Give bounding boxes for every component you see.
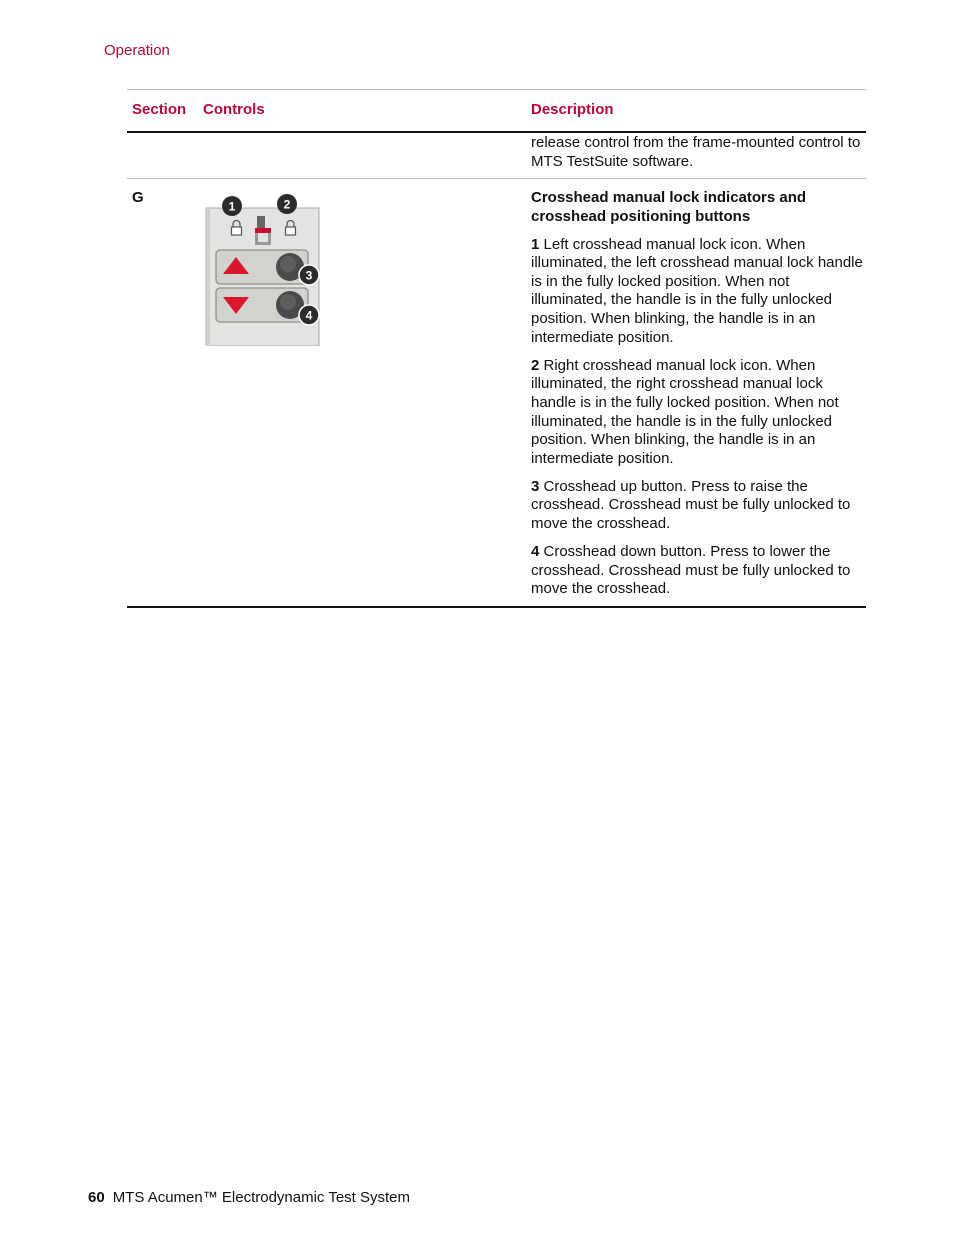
svg-text:4: 4 — [305, 308, 313, 323]
svg-text:2: 2 — [283, 197, 291, 212]
item-text: Right crosshead manual lock icon. When illuminated, the right crosshead manual lock handle is in the fully locked position. When not illuminated, the handle is in the fully unlocked position. When blinking, the handle is in an intermediate position. — [531, 356, 839, 467]
item-number: 1 — [531, 235, 540, 253]
table-top-rule — [127, 89, 866, 90]
callout-4 — [299, 305, 319, 325]
item-text: Crosshead up button. Press to raise the crosshead. Crosshead must be fully unlocked to move the crosshead. — [531, 477, 851, 532]
item-number: 4 — [531, 543, 540, 561]
continued-description: release control from the frame-mounted control to MTS TestSuite software. — [531, 134, 861, 170]
item-text: Left crosshead manual lock icon. When illuminated, the left crosshead manual lock handle is in the fully locked position. When not illuminated, the handle is in the fully unlocked position. When blinking, the handle is in an intermediate position. — [531, 235, 863, 346]
row-divider — [127, 178, 866, 179]
svg-text:1: 1 — [228, 199, 236, 214]
crosshead-down-button[interactable] — [216, 288, 308, 322]
description-item-2 — [531, 357, 866, 469]
description-cell — [531, 189, 866, 608]
item-text: Crosshead down button. Press to lower the crosshead. Crosshead must be fully unlocked to move the crosshead. — [531, 543, 851, 598]
page-number: 60 — [88, 1189, 105, 1206]
crosshead-up-button[interactable] — [216, 250, 308, 284]
column-header-description: Description — [531, 101, 614, 118]
column-header-controls: Controls — [203, 101, 265, 118]
callout-1 — [222, 196, 242, 216]
footer-title: MTS Acumen™ Electrodynamic Test System — [112, 1189, 411, 1206]
table-bottom-rule — [127, 606, 866, 608]
svg-text:3: 3 — [305, 268, 313, 283]
page-footer — [88, 1189, 410, 1206]
section-letter: G — [132, 189, 144, 206]
callout-3 — [299, 265, 319, 285]
description-item-3 — [531, 478, 866, 534]
control-panel-illustration — [205, 194, 323, 346]
description-item-1 — [531, 236, 866, 348]
control-panel-figure — [205, 194, 323, 351]
item-number: 2 — [531, 356, 540, 374]
description-item-4 — [531, 543, 866, 599]
item-number: 3 — [531, 477, 540, 495]
description-heading: Crosshead manual lock indicators and crosshead positioning buttons — [531, 189, 807, 225]
running-header: Operation — [104, 42, 170, 59]
column-header-section: Section — [132, 101, 187, 118]
callout-2 — [277, 194, 297, 214]
